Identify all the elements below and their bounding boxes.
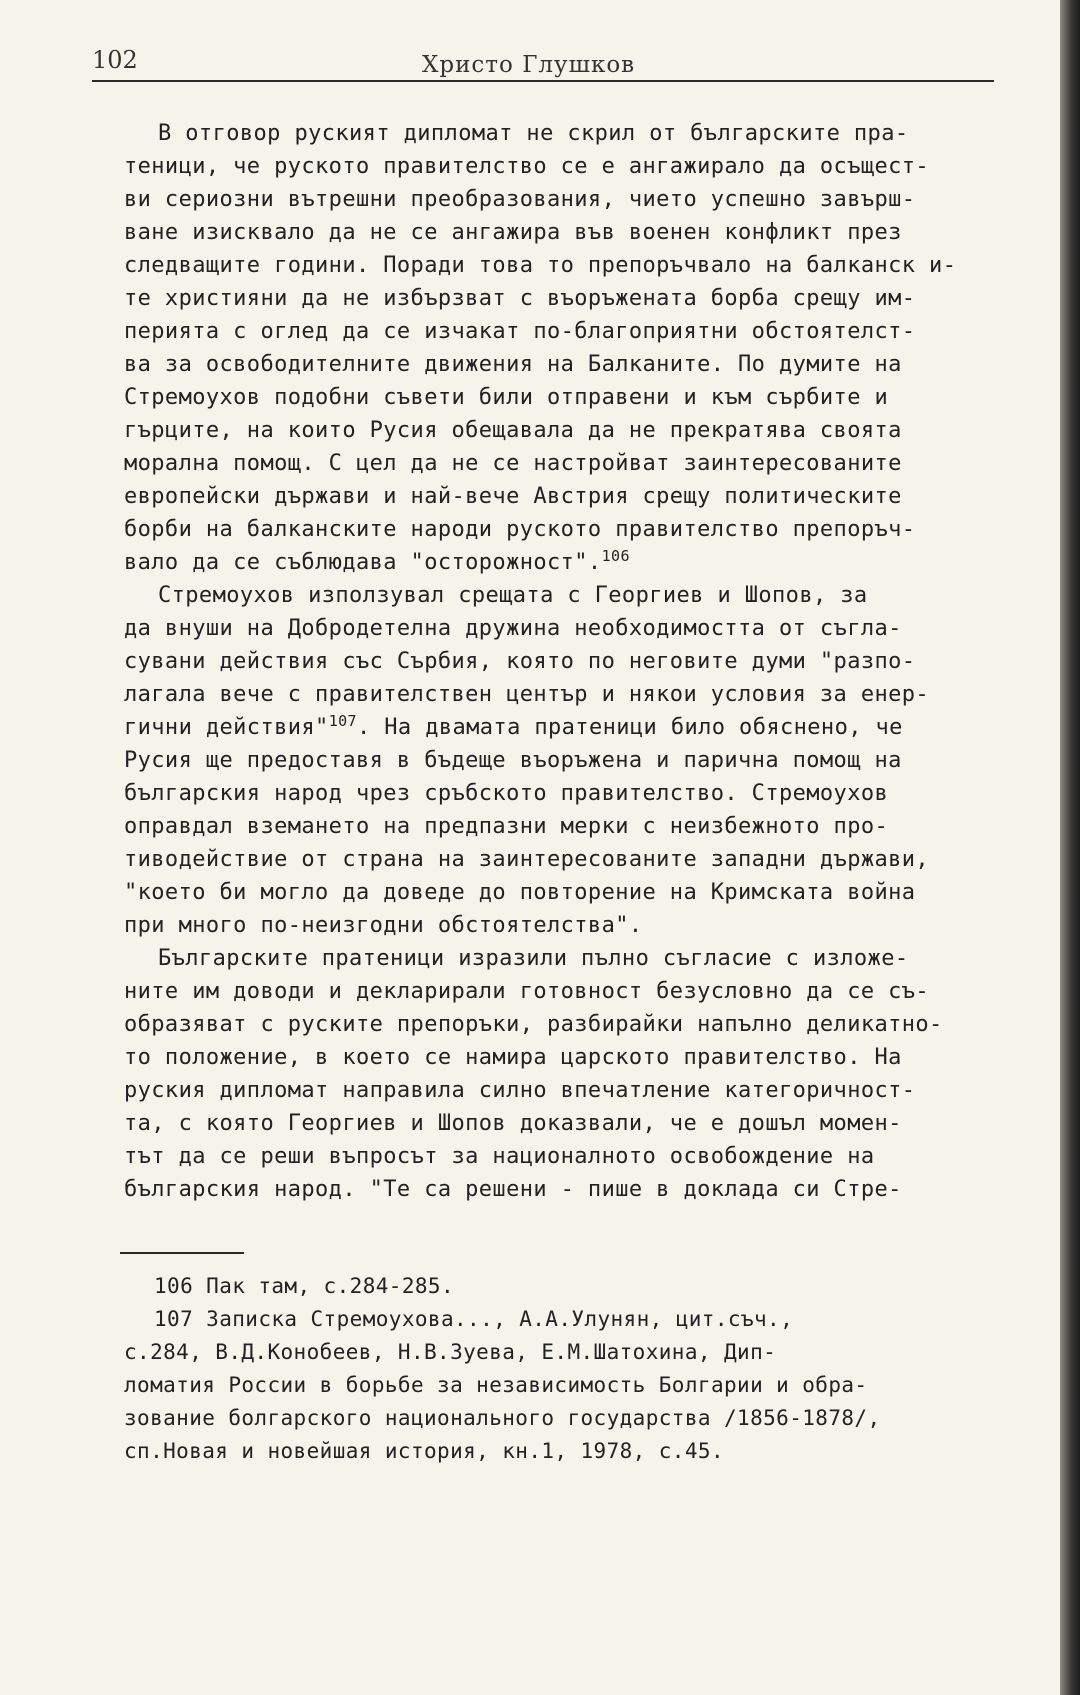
text-line xyxy=(124,315,1002,348)
text-line xyxy=(124,942,1002,975)
line-text: тът да се реши въпросът за националното освобождение на xyxy=(124,1144,875,1169)
line-text: ване изисквало да не се ангажира във военен конфликт през xyxy=(124,220,902,245)
line-text: следващите години. Поради това то препоръчвало на балканск и- xyxy=(124,253,957,278)
text-line xyxy=(124,447,1002,480)
line-text: вало да се съблюдава "осторожност". xyxy=(124,550,602,575)
line-text: българския народ чрез сръбското правителство. Стремоухов xyxy=(124,781,889,806)
line-text: перията с оглед да се изчакат по-благоприятни обстоятелст- xyxy=(124,319,916,344)
footnotes xyxy=(124,1270,1002,1468)
text-line xyxy=(124,546,1002,579)
text-line xyxy=(124,678,1002,711)
line-text: гърците, на които Русия обещавала да не прекратява своята xyxy=(124,418,902,443)
line-text: Стремоухов използувал срещата с Георгиев и Шопов, за xyxy=(158,583,868,608)
book-spine-edge xyxy=(1060,0,1080,1695)
line-text: при много по-неизгодни обстоятелства". xyxy=(124,913,643,938)
line-text: Стремоухов подобни съвети били отправени и към сърбите и xyxy=(124,385,889,410)
line-text: ви сериозни вътрешни преобразования, чието успешно завърш- xyxy=(124,187,916,212)
text-line xyxy=(124,1008,1002,1041)
line-text: с.284, В.Д.Конобеев, Н.В.Зуева, Е.М.Шатохина, Дип- xyxy=(124,1340,777,1364)
footnote-line xyxy=(124,1435,1002,1468)
body-text xyxy=(124,117,1002,1206)
footnote-line xyxy=(124,1336,1002,1369)
text-line xyxy=(124,1107,1002,1140)
line-text: те християни да не избързват с въоръжената борба срещу им- xyxy=(124,286,916,311)
text-line xyxy=(124,150,1002,183)
line-text: тиводействие от страна на заинтересованите западни държави, xyxy=(124,847,930,872)
text-line xyxy=(124,381,1002,414)
text-line xyxy=(124,645,1002,678)
text-line xyxy=(124,183,1002,216)
line-text: руския дипломат направила силно впечатление категоричност- xyxy=(124,1078,916,1103)
line-text: Българските пратеници изразили пълно съгласие с изложе- xyxy=(158,946,909,971)
line-text: българския народ. "Те са решени - пише в доклада си Стре- xyxy=(124,1177,902,1202)
text-line xyxy=(124,810,1002,843)
line-text: теници, че руското правителство се е ангажирало да осъщест- xyxy=(124,154,930,179)
line-text: 106 Пак там, с.284-285. xyxy=(154,1274,454,1298)
line-text: борби на балканските народи руското правителство препоръч- xyxy=(124,517,916,542)
line-text: Русия ще предоставя в бъдеще въоръжена и парична помощ на xyxy=(124,748,902,773)
footnote-line xyxy=(124,1369,1002,1402)
line-text: зование болгарского национального государства /1856-1878/, xyxy=(124,1406,881,1430)
line-text: та, с която Георгиев и Шопов доказвали, че е дошъл момен- xyxy=(124,1111,902,1136)
text-line xyxy=(124,513,1002,546)
text-line xyxy=(124,1041,1002,1074)
text-line xyxy=(124,876,1002,909)
line-text: сувани действия със Сърбия, която по неговите думи "разпо- xyxy=(124,649,916,674)
line-text: ва за освободителните движения на Балканите. По думите на xyxy=(124,352,902,377)
text-line xyxy=(124,1173,1002,1206)
footnote-line xyxy=(124,1402,1002,1435)
footnote-ref: 107 xyxy=(328,712,357,730)
footnote-line xyxy=(124,1303,1002,1336)
footnote-line xyxy=(124,1270,1002,1303)
running-title: Христо Глушков xyxy=(422,52,636,78)
text-line xyxy=(124,480,1002,513)
text-line xyxy=(124,579,1002,612)
line-text: ните им доводи и декларирали готовност безусловно да се съ- xyxy=(124,979,930,1004)
line-text: да внуши на Добродетелна дружина необходимостта от съгла- xyxy=(124,616,902,641)
page-number: 102 xyxy=(92,46,138,74)
text-line xyxy=(124,348,1002,381)
line-text-after: . На двамата пратеници било обяснено, че xyxy=(356,715,903,740)
page-header xyxy=(92,44,994,82)
footnote-ref: 106 xyxy=(601,547,630,565)
line-text: лагала вече с правителствен център и някои условия за енер- xyxy=(124,682,930,707)
line-text: образяват с руските препоръки, разбирайки напълно деликатно- xyxy=(124,1012,943,1037)
text-line xyxy=(124,1140,1002,1173)
text-line xyxy=(124,843,1002,876)
line-text: европейски държави и най-вече Австрия срещу политическите xyxy=(124,484,902,509)
line-text: морална помощ. С цел да не се настройват заинтересованите xyxy=(124,451,902,476)
line-text: 107 Записка Стремоухова..., А.А.Улунян, цит.съч., xyxy=(154,1307,794,1331)
text-line xyxy=(124,909,1002,942)
line-text: В отговор руският дипломат не скрил от българските пра- xyxy=(158,121,909,146)
footnote-divider xyxy=(120,1252,244,1254)
line-text: сп.Новая и новейшая история, кн.1, 1978, с.45. xyxy=(124,1439,724,1463)
text-line xyxy=(124,414,1002,447)
text-line xyxy=(124,777,1002,810)
text-line xyxy=(124,1074,1002,1107)
text-line xyxy=(124,282,1002,315)
text-line xyxy=(124,117,1002,150)
text-line xyxy=(124,216,1002,249)
text-line xyxy=(124,744,1002,777)
line-text: "което би могло да доведе до повторение на Кримската война xyxy=(124,880,916,905)
text-line xyxy=(124,711,1002,744)
line-text: оправдал вземането на предпазни мерки с неизбежното про- xyxy=(124,814,889,839)
text-line xyxy=(124,975,1002,1008)
text-line xyxy=(124,249,1002,282)
line-text: гични действия" xyxy=(124,715,329,740)
text-line xyxy=(124,612,1002,645)
line-text: ломатия России в борьбе за независимость Болгарии и обра- xyxy=(124,1373,868,1397)
line-text: то положение, в което се намира царското правителство. На xyxy=(124,1045,902,1070)
